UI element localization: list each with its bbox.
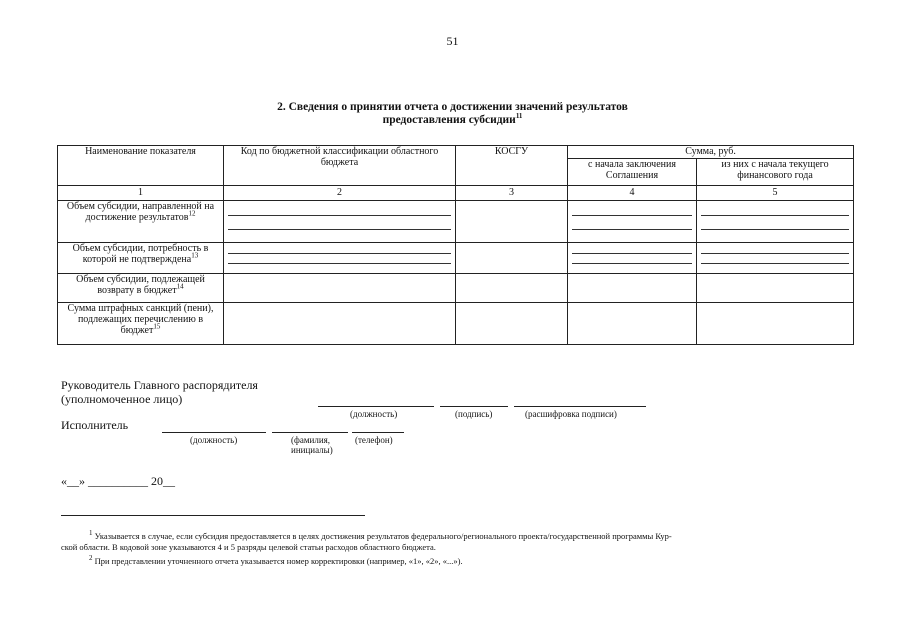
budget-code-cell[interactable] xyxy=(224,274,456,303)
sum-since-cell[interactable] xyxy=(568,274,697,303)
row-label: Объем субсидии, подлежащей возврату в бюджет$^{14}$ xyxy=(58,274,224,303)
table-row xyxy=(58,243,854,274)
title-footnote-ref: 11 xyxy=(515,112,523,121)
header-kosgu: КОСГУ xyxy=(456,146,568,186)
head-title-line-2: (уполномоченное лицо) xyxy=(61,392,183,406)
row-label: Объем субсидии, направленной на достижение результатов$^{12}$ xyxy=(58,201,224,243)
title-line-1: 2. Сведения о принятии отчета о достижении значений результатов xyxy=(277,101,628,113)
date-field[interactable]: «__» __________ 20__ xyxy=(61,474,175,488)
title-line-2: предоставления субсидии$^{11}$ xyxy=(382,112,523,126)
executor-label: Исполнитель xyxy=(61,418,129,432)
signature-line[interactable] xyxy=(440,406,508,407)
header-sum: Сумма, руб. xyxy=(568,146,854,159)
position-line[interactable] xyxy=(318,406,434,407)
caption-signature: (подпись) xyxy=(455,409,493,419)
kosgu-cell[interactable] xyxy=(456,243,568,274)
exec-name-line[interactable] xyxy=(272,432,348,433)
table-row xyxy=(58,274,854,303)
column-number-5: 5 xyxy=(697,186,854,201)
section-title xyxy=(0,101,905,127)
sum-current-cell[interactable] xyxy=(697,303,854,345)
budget-code-cell[interactable] xyxy=(224,243,456,274)
column-number-3: 3 xyxy=(456,186,568,201)
sum-since-cell[interactable] xyxy=(568,303,697,345)
decode-line[interactable] xyxy=(514,406,646,407)
row-label: Сумма штрафных санкций (пени), подлежащих перечислению в бюджет$^{15}$ xyxy=(58,303,224,345)
header-indicator-name: Наименование показателя xyxy=(58,146,224,186)
footnote-1: $^1$ Указывается в случае, если субсидия предоставляется в целях достижения результатов федерального/регионального проекта/государственной программы Кур- ской области. В кодовой зоне указываются 4 и 5 разряды целевой статьи расходов областного бюджета. xyxy=(61,529,672,552)
header-budget-code: Код по бюджетной классификации областного бюджета xyxy=(224,146,456,186)
column-number-1: 1 xyxy=(58,186,224,201)
sum-current-cell[interactable] xyxy=(697,201,854,243)
kosgu-cell[interactable] xyxy=(456,201,568,243)
caption-exec-name: (фамилия, инициалы) xyxy=(291,435,333,455)
sum-current-cell[interactable] xyxy=(697,274,854,303)
sum-since-cell[interactable] xyxy=(568,243,697,274)
footnote-separator xyxy=(61,515,365,516)
page-number: 51 xyxy=(446,34,459,48)
header-sum-current-year: из них с начала текущего финансового года xyxy=(697,159,854,186)
report-table xyxy=(57,145,854,345)
caption-position: (должность) xyxy=(350,409,398,419)
budget-code-cell[interactable] xyxy=(224,303,456,345)
head-title-line-1: Руководитель Главного распорядителя xyxy=(61,378,258,392)
kosgu-cell[interactable] xyxy=(456,303,568,345)
table-row xyxy=(58,303,854,345)
exec-position-line[interactable] xyxy=(162,432,266,433)
footnote-2: $^2$ При представлении уточненного отчета указывается номер корректировки (например, «1», «2», «...»). xyxy=(89,554,463,566)
header-sum-since-agreement: с начала заключения Соглашения xyxy=(568,159,697,186)
budget-code-cell[interactable] xyxy=(224,201,456,243)
caption-exec-phone: (телефон) xyxy=(355,435,393,445)
head-title xyxy=(61,378,258,406)
sum-since-cell[interactable] xyxy=(568,201,697,243)
column-number-2: 2 xyxy=(224,186,456,201)
caption-decode: (расшифровка подписи) xyxy=(525,409,617,419)
caption-exec-position: (должность) xyxy=(190,435,238,445)
sum-current-cell[interactable] xyxy=(697,243,854,274)
table-row xyxy=(58,201,854,243)
exec-phone-line[interactable] xyxy=(352,432,404,433)
row-label: Объем субсидии, потребность в которой не подтверждена$^{13}$ xyxy=(58,243,224,274)
kosgu-cell[interactable] xyxy=(456,274,568,303)
column-number-4: 4 xyxy=(568,186,697,201)
